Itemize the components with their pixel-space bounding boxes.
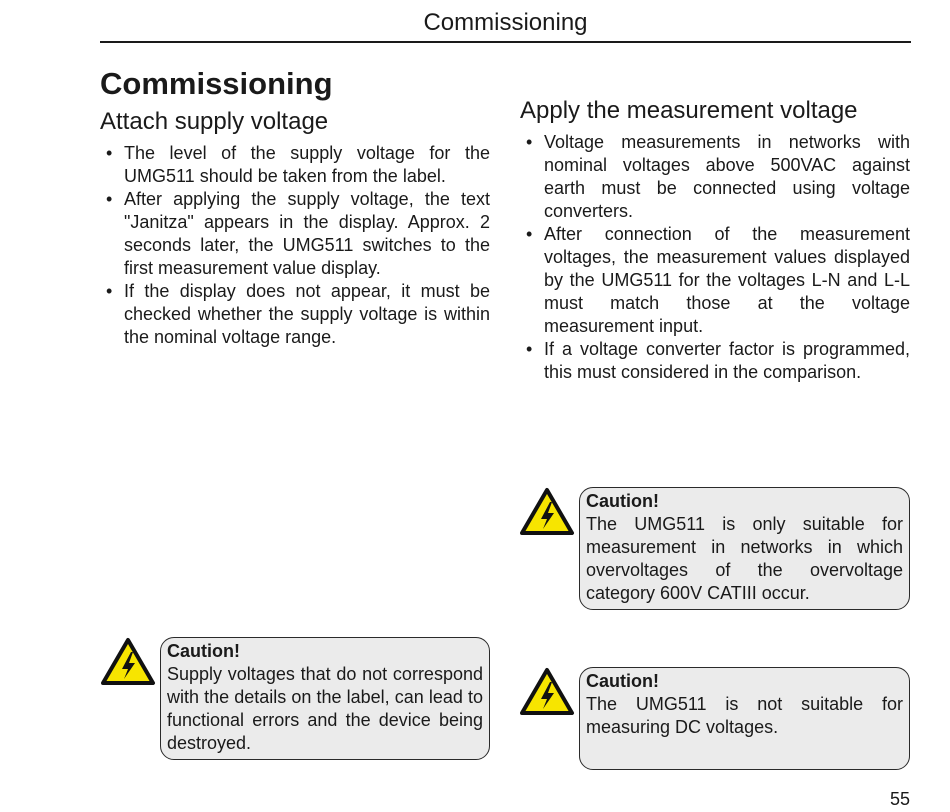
list-item: • After applying the supply voltage, the text "Janitza" appears in the display. Approx. 2 seconds later, the UMG511 switches to the first measurement value display. (100, 188, 490, 280)
high-voltage-warning-icon (100, 637, 156, 687)
high-voltage-warning-icon (519, 667, 575, 717)
caution-text: The UMG511 is only suitable for measurement in networks in which overvoltages of the overvoltage category 600V CATIII occur. (586, 514, 903, 603)
caution-title: Caution! (167, 641, 240, 661)
list-item: • If a voltage converter factor is programmed, this must considered in the comparison. (520, 338, 910, 384)
page-title: Commissioning (100, 66, 333, 101)
caution-box (160, 637, 490, 760)
measurement-voltage-list (520, 131, 910, 384)
list-item: • If the display does not appear, it must be checked whether the supply voltage is within the nominal voltage range. (100, 280, 490, 349)
caution-box (579, 667, 910, 770)
caution-text: Supply voltages that do not correspond with the details on the label, can lead to functional errors and the device being destroyed. (167, 664, 483, 753)
list-item: • After connection of the measurement voltages, the measurement values displayed by the UMG511 for the voltages L-N and L-L must match those at the voltage measurement input. (520, 223, 910, 338)
caution-text: The UMG511 is not suitable for measuring DC voltages. (586, 694, 903, 737)
caution-title: Caution! (586, 491, 659, 511)
supply-voltage-list (100, 142, 490, 349)
section-heading-measurement-voltage: Apply the measurement voltage (520, 97, 858, 124)
caution-box (579, 487, 910, 610)
running-header-title: Commissioning (423, 9, 588, 36)
list-item: • The level of the supply voltage for the UMG511 should be taken from the label. (100, 142, 490, 188)
section-heading-supply-voltage: Attach supply voltage (100, 108, 329, 135)
high-voltage-warning-icon (519, 487, 575, 537)
caution-title: Caution! (586, 671, 659, 691)
running-header (100, 8, 911, 43)
list-item: • Voltage measurements in networks with nominal voltages above 500VAC against earth must be connected using voltage converters. (520, 131, 910, 223)
page-number: 55 (889, 789, 910, 809)
